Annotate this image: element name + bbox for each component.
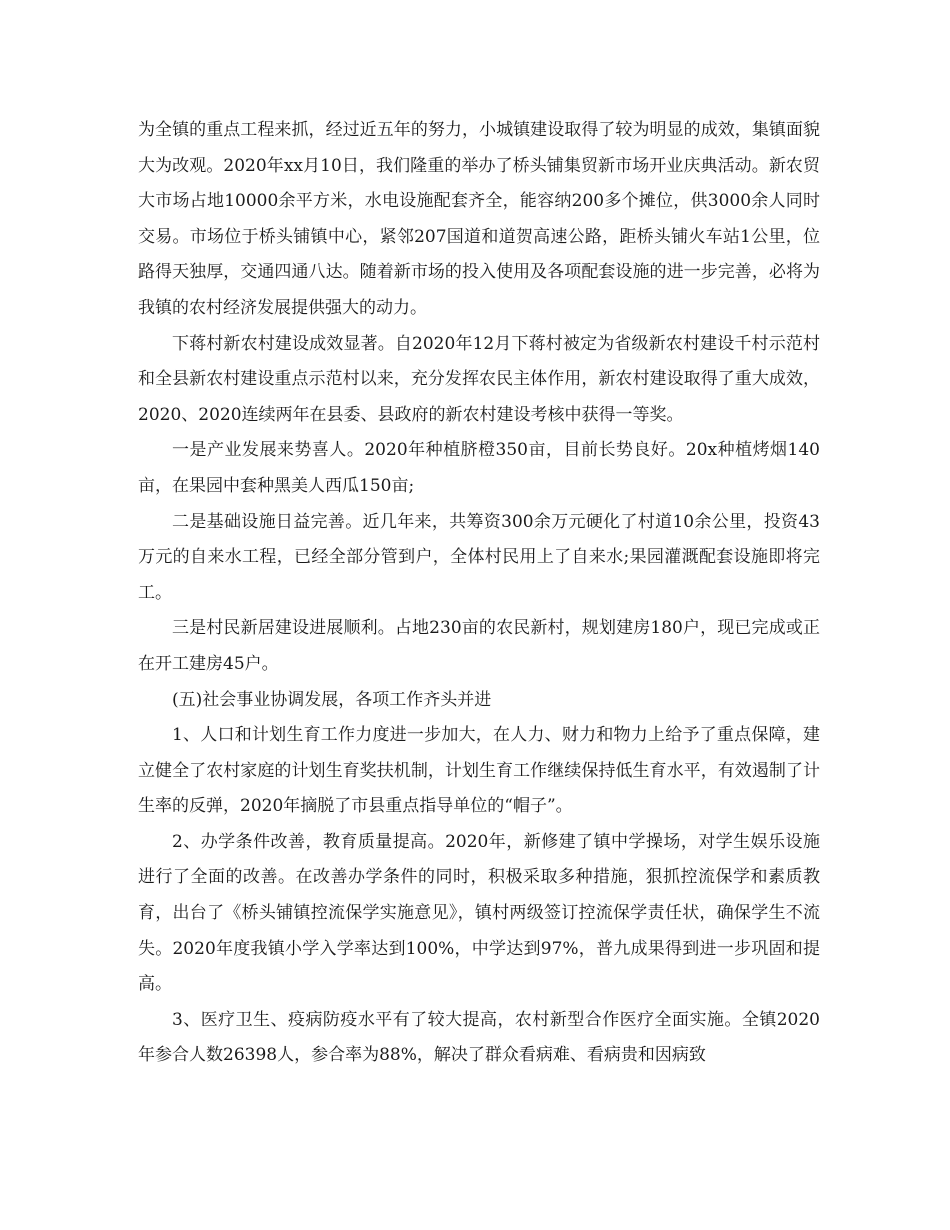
document-body xyxy=(138,113,820,1074)
section-heading-social: (五)社会事业协调发展，各项工作齐头并进 xyxy=(172,689,492,710)
paragraph-education: 2、办学条件改善，教育质量提高。2020年，新修建了镇中学操场，对学生娱乐设施进行了全面的改善。在改善办学条件的同时，积极采取多种措施，狠抓控流保学和素质教育，出台了《桥头铺镇控流保学实施意见》，镇村两级签订控流保学责任状，确保学生不流失。2020年度我镇小学入学率达到100%，中学达到97%，普九成果得到进一步巩固和提高。 xyxy=(138,831,820,995)
paragraph-healthcare: 3、医疗卫生、疫病防疫水平有了较大提高，农村新型合作医疗全面实施。全镇2020年参合人数26398人，参合率为88%，解决了群众看病难、看病贵和因病致 xyxy=(138,1009,820,1066)
paragraph-infrastructure: 二是基础设施日益完善。近几年来，共筹资300余万元硬化了村道10余公里，投资43万元的自来水工程，已经全部分管到户，全体村民用上了自来水;果园灌溉配套设施即将完工。 xyxy=(138,511,820,603)
paragraph-family-planning: 1、人口和计划生育工作力度进一步加大，在人力、财力和物力上给予了重点保障，建立健全了农村家庭的计划生育奖扶机制，计划生育工作继续保持低生育水平，有效遏制了计生率的反弹，2020年摘脱了市县重点指导单位的“帽子”。 xyxy=(138,725,820,817)
paragraph-xiajiang-village: 下蒋村新农村建设成效显著。自2020年12月下蒋村被定为省级新农村建设千村示范村和全县新农村建设重点示范村以来，充分发挥农民主体作用，新农村建设取得了重大成效，2020、2020连续两年在县委、县政府的新农村建设考核中获得一等奖。 xyxy=(138,333,820,425)
paragraph-industry: 一是产业发展来势喜人。2020年种植脐橙350亩，目前长势良好。20x种植烤烟140亩，在果园中套种黑美人西瓜150亩; xyxy=(138,440,820,496)
paragraph-market: 为全镇的重点工程来抓，经过近五年的努力，小城镇建设取得了较为明显的成效，集镇面貌大为改观。2020年xx月10日，我们隆重的举办了桥头铺集贸新市场开业庆典活动。新农贸大市场占地10000余平方米，水电设施配套齐全，能容纳200多个摊位，供3000余人同时交易。市场位于桥头铺镇中心，紧邻207国道和道贺高速公路，距桥头铺火车站1公里，位路得天独厚，交通四通八达。随着新市场的投入使用及各项配套设施的进一步完善，必将为我镇的农村经济发展提供强大的动力。 xyxy=(138,120,820,318)
paragraph-housing: 三是村民新居建设进展顺利。占地230亩的农民新村，规划建房180户，现已完成或正在开工建房45户。 xyxy=(138,618,820,674)
